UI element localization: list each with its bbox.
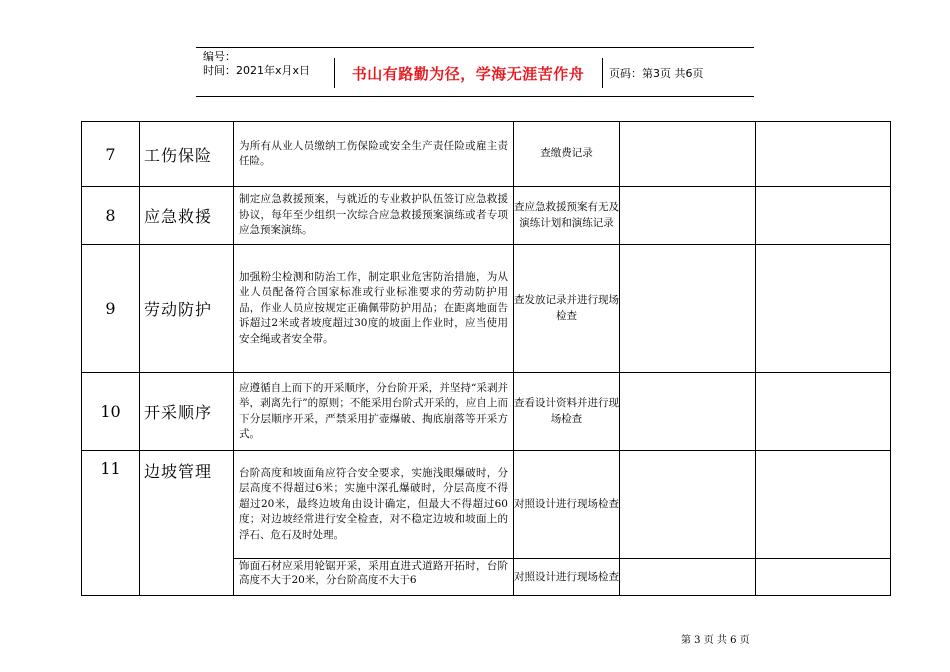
item-name: 边坡管理 — [140, 451, 234, 596]
empty-cell — [756, 187, 891, 245]
inspection-table — [81, 121, 891, 596]
page-footer: 第 3 页 共 6 页 — [681, 635, 750, 646]
item-requirement: 为所有从业人员缴纳工伤保险或安全生产责任险或雇主责任险。 — [234, 122, 514, 187]
row-number: 10 — [82, 373, 140, 451]
row-number: 9 — [82, 245, 140, 373]
check-method: 查应急救援预案有无及演练计划和演练记录 — [514, 187, 620, 245]
check-method: 对照设计进行现场检查 — [514, 559, 620, 596]
item-requirement: 加强粉尘检测和防治工作，制定职业危害防治措施，为从业人员配备符合国家标准或行业标准要求的劳动防护用品，作业人员应按规定正确佩带防护用品；在距离地面告诉超过2米或者坡度超过30度的坡面上作业时，应当使用安全绳或者安全带。 — [234, 245, 514, 373]
empty-cell — [620, 373, 756, 451]
header-rule-top — [196, 47, 754, 48]
empty-cell — [620, 245, 756, 373]
table-row — [82, 187, 891, 245]
item-name: 工伤保险 — [140, 122, 234, 187]
table-row — [82, 122, 891, 187]
empty-cell — [620, 187, 756, 245]
item-requirement: 台阶高度和坡面角应符合安全要求，实施浅眼爆破时，分层高度不得超过6米；实施中深孔爆破时，分层高度不得超过20米，最终边坡角由设计确定，但最大不得超过60度；对边坡经常进行安全检查，对不稳定边坡和坡面上的浮石、危石及时处理。 — [234, 451, 514, 559]
time-label: 时间：2021年x月x日 — [203, 64, 311, 77]
empty-cell — [756, 122, 891, 187]
empty-cell — [756, 245, 891, 373]
check-method: 对照设计进行现场检查 — [514, 451, 620, 559]
item-name: 开采顺序 — [140, 373, 234, 451]
empty-cell — [620, 122, 756, 187]
number-label: 编号： — [203, 50, 236, 63]
table-row — [82, 373, 891, 451]
item-requirement: 应遵循自上而下的开采顺序，分台阶开采，并坚持“采剥并举，剥离先行”的原则；不能采用台阶式开采的，应自上而下分层顺序开采，严禁采用扩壶爆破、掏底崩落等开采方式。 — [234, 373, 514, 451]
row-number: 11 — [82, 451, 140, 596]
table-row — [82, 245, 891, 373]
item-requirement: 制定应急救援预案，与就近的专业救护队伍签订应急救援协议，每年至少组织一次综合应急救援预案演练或者专项应急预案演练。 — [234, 187, 514, 245]
item-requirement: 饰面石材应采用轮锯开采，采用直进式道路开拓时，台阶高度不大于20米，分台阶高度不大于6 — [234, 559, 514, 596]
header-meta — [203, 50, 310, 78]
empty-cell — [620, 559, 756, 596]
empty-cell — [756, 373, 891, 451]
table-row — [82, 451, 891, 559]
row-number: 7 — [82, 122, 140, 187]
row-number: 8 — [82, 187, 140, 245]
empty-cell — [620, 451, 756, 559]
item-name: 应急救援 — [140, 187, 234, 245]
item-name: 劳动防护 — [140, 245, 234, 373]
header-rule-bottom — [196, 96, 754, 97]
header-divider — [602, 58, 603, 88]
header-motto: 书山有路勤为径，学海无涯苦作舟 — [351, 65, 585, 83]
check-method: 查发放记录并进行现场检查 — [514, 245, 620, 373]
empty-cell — [756, 559, 891, 596]
header-page-label: 页码：第3页 共6页 — [609, 67, 704, 80]
check-method: 查看设计资料并进行现场检查 — [514, 373, 620, 451]
check-method: 查缴费记录 — [514, 122, 620, 187]
empty-cell — [756, 451, 891, 559]
